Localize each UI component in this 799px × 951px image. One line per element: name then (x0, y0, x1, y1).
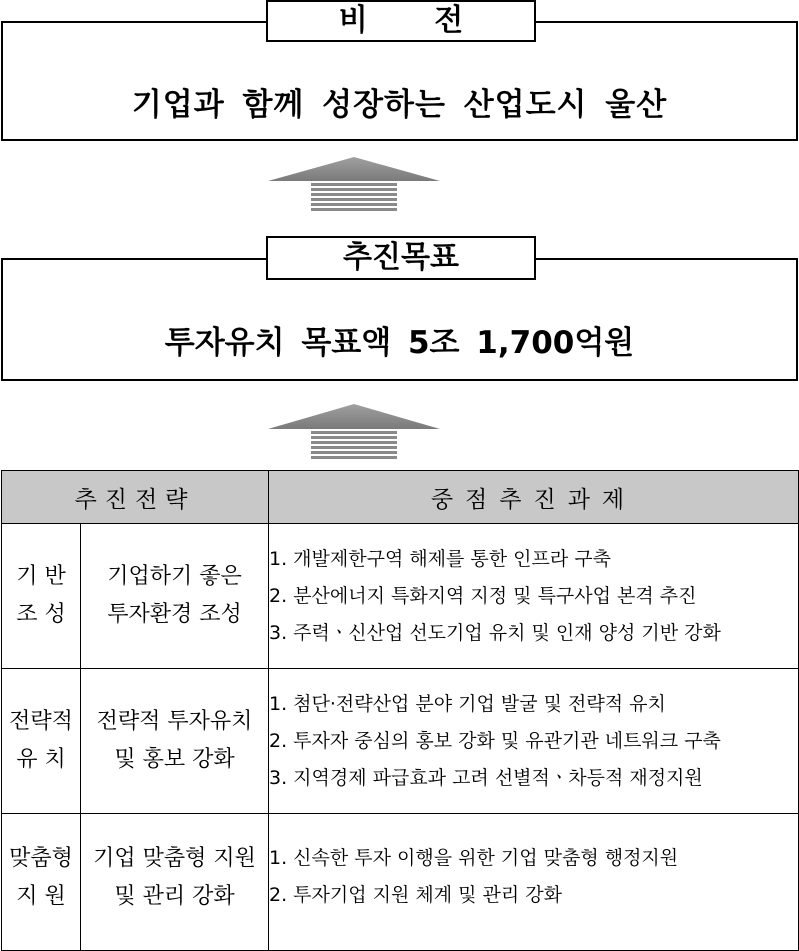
category-line: 전략적 (9, 709, 73, 734)
task-item: 3. 주력ㆍ신산업 선도기업 유치 및 인재 양성 기반 강화 (269, 621, 721, 644)
goal-text: 투자유치 목표액 5조 1,700억원 (164, 325, 635, 361)
task-item: 2. 투자자 중심의 홍보 강화 및 유관기관 네트워크 구축 (269, 729, 721, 752)
strategy-line: 투자환경 조성 (107, 602, 242, 627)
strategy-line: 기업 맞춤형 지원 (93, 846, 256, 871)
strategy-cell (81, 814, 269, 951)
strategy-cell (81, 669, 269, 814)
task-item: 2. 투자기업 지원 체계 및 관리 강화 (269, 884, 562, 906)
category-line: 유 치 (16, 747, 66, 772)
goal-label: 추진목표 (266, 236, 536, 280)
header-strategy: 추진전략 (2, 471, 269, 524)
tasks-cell (269, 524, 799, 669)
category-cell (2, 669, 81, 814)
table-row (2, 814, 799, 951)
table-row (2, 524, 799, 669)
task-item: 1. 개발제한구역 해제를 통한 인프라 구축 (269, 547, 611, 570)
task-item: 2. 분산에너지 특화지역 지정 및 특구사업 본격 추진 (269, 584, 697, 607)
tasks-cell (269, 669, 799, 814)
category-line: 조 성 (16, 602, 66, 627)
vision-label: 비 전 (266, 0, 536, 42)
task-item: 1. 신속한 투자 이행을 위한 기업 맞춤형 행정지원 (269, 847, 679, 869)
vision-text: 기업과 함께 성장하는 산업도시 울산 (131, 87, 668, 123)
category-line: 맞춤형 (9, 846, 73, 871)
strategy-line: 전략적 투자유치 (96, 709, 253, 734)
up-arrow-icon (268, 157, 440, 211)
header-tasks: 중점추진과제 (269, 471, 799, 524)
strategy-line: 및 관리 강화 (114, 884, 235, 909)
category-line: 지 원 (16, 884, 66, 909)
table-row (2, 669, 799, 814)
strategy-table (1, 470, 799, 951)
strategy-line: 기업하기 좋은 (107, 564, 242, 589)
tasks-cell (269, 814, 799, 951)
category-line: 기 반 (16, 564, 66, 589)
task-item: 1. 첨단·전략산업 분야 기업 발굴 및 전략적 유치 (269, 692, 666, 715)
up-arrow-icon (268, 404, 440, 460)
strategy-line: 및 홍보 강화 (114, 747, 235, 772)
strategy-cell (81, 524, 269, 669)
task-item: 3. 지역경제 파급효과 고려 선별적ㆍ차등적 재정지원 (269, 766, 703, 789)
category-cell (2, 524, 81, 669)
category-cell (2, 814, 81, 951)
